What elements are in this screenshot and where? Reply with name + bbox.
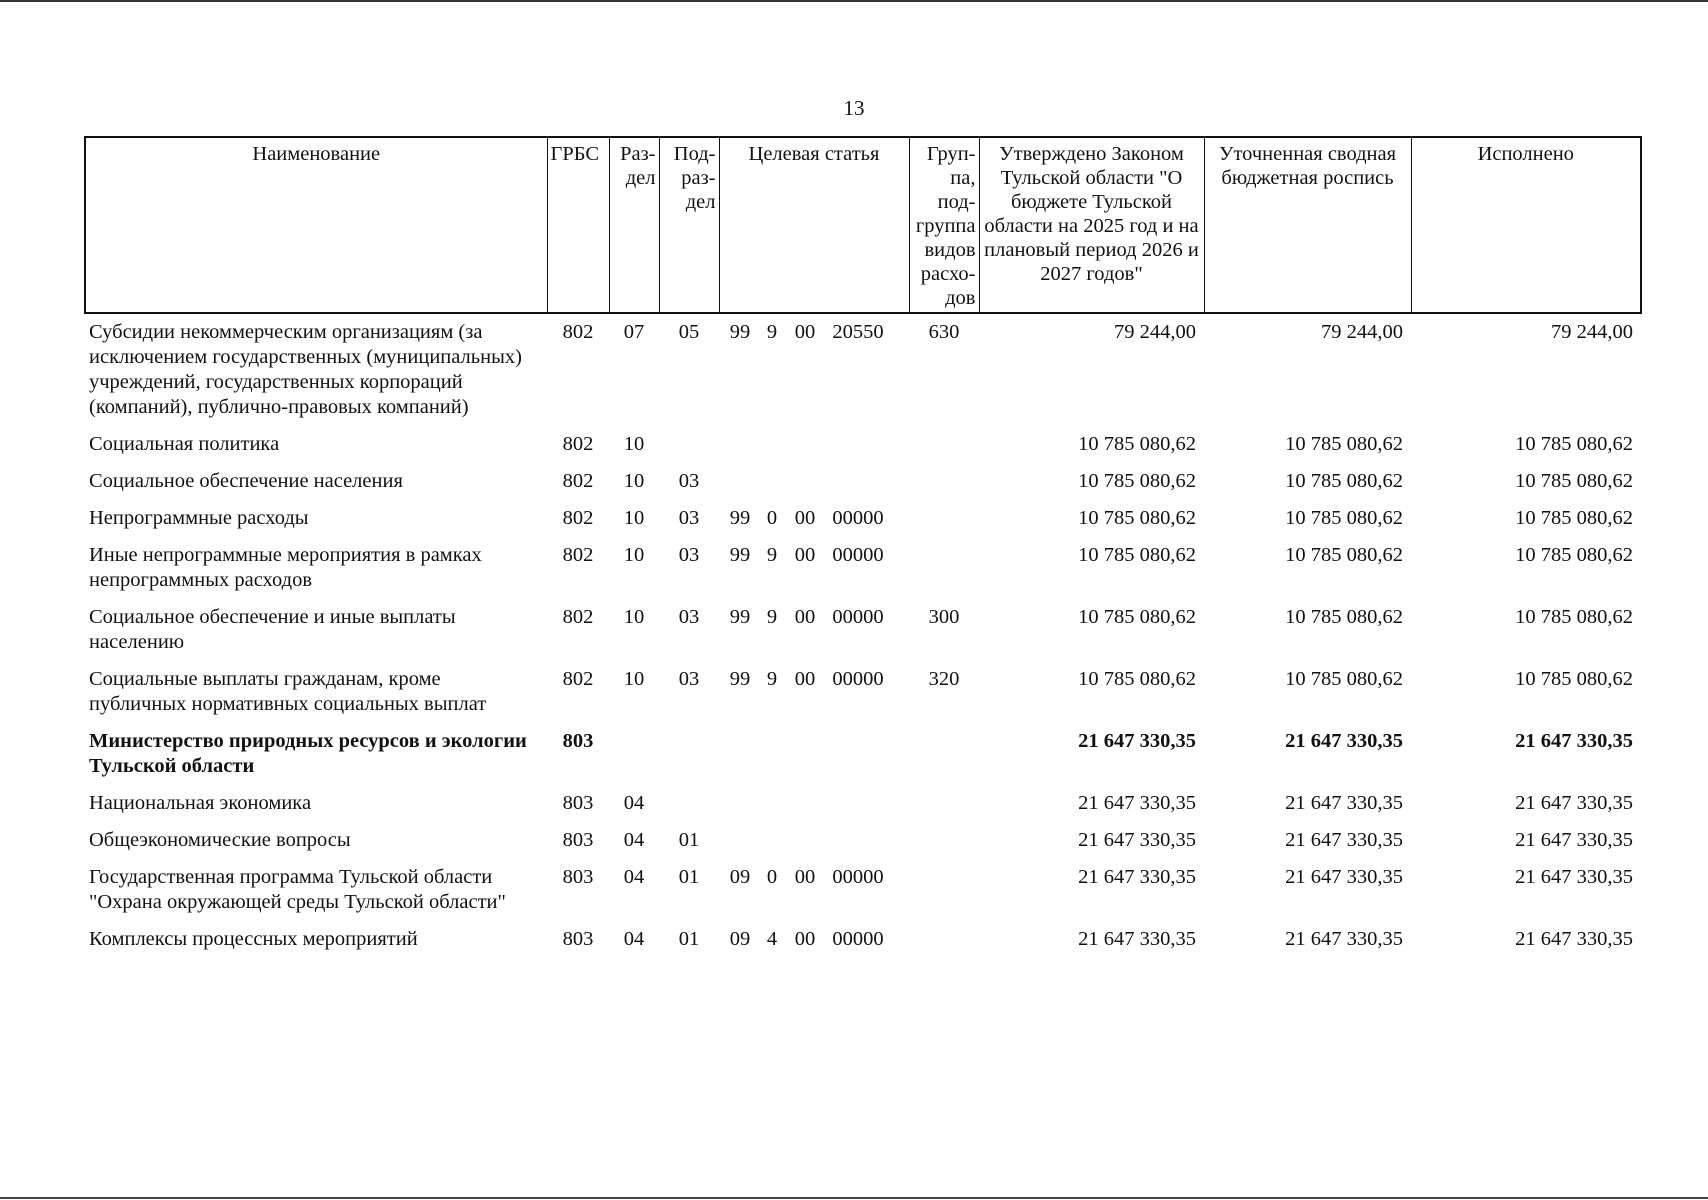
- row-grbs: 803: [562, 829, 594, 851]
- scan-bottom-edge: [0, 1197, 1708, 1199]
- target-article-direction: 00000: [832, 928, 884, 950]
- row-executed: 21 647 330,35: [1515, 792, 1633, 814]
- budget-execution-table: [84, 136, 1642, 958]
- row-approved: 21 647 330,35: [1078, 730, 1196, 752]
- row-target-article: [719, 463, 909, 500]
- row-target-article: [719, 859, 909, 921]
- row-name: Комплексы процессных мероприятий: [89, 928, 418, 950]
- target-article-direction: 00000: [832, 544, 884, 566]
- row-podrazdel: 03: [678, 507, 700, 529]
- row-executed: 21 647 330,35: [1515, 866, 1633, 888]
- row-expense-group: 300: [928, 606, 960, 628]
- row-razdel: [609, 723, 659, 785]
- row-podrazdel: 03: [678, 470, 700, 492]
- target-article-direction: 00000: [832, 507, 884, 529]
- row-expense-group: [909, 500, 979, 537]
- header-row: [85, 137, 1641, 313]
- row-razdel: 10: [623, 507, 645, 529]
- row-refined: 21 647 330,35: [1285, 928, 1403, 950]
- target-article-program: 09: [729, 928, 751, 950]
- row-razdel: 04: [623, 928, 645, 950]
- row-expense-group: [909, 426, 979, 463]
- header-grbs: ГРБС: [547, 137, 609, 313]
- target-article-program: 09: [729, 866, 751, 888]
- row-razdel: 10: [623, 668, 645, 690]
- row-razdel: 04: [623, 866, 645, 888]
- row-expense-group: [909, 822, 979, 859]
- row-grbs: 802: [562, 470, 594, 492]
- row-name: Министерство природных ресурсов и экологии Тульской области: [89, 730, 527, 777]
- table-row: [85, 500, 1641, 537]
- row-name: Иные непрограммные мероприятия в рамках непрограммных расходов: [89, 544, 482, 591]
- row-target-article: [719, 723, 909, 785]
- row-razdel: 07: [623, 321, 645, 343]
- row-executed: 21 647 330,35: [1515, 928, 1633, 950]
- row-expense-group: [909, 537, 979, 599]
- row-refined: 21 647 330,35: [1285, 730, 1403, 752]
- row-grbs: 803: [562, 730, 594, 752]
- row-executed: 10 785 080,62: [1515, 668, 1633, 690]
- row-name: Социальная политика: [89, 433, 280, 455]
- row-executed: 21 647 330,35: [1515, 829, 1633, 851]
- row-target-article: [719, 500, 909, 537]
- row-approved: 10 785 080,62: [1078, 668, 1196, 690]
- row-approved: 10 785 080,62: [1078, 433, 1196, 455]
- target-article-main-event: 00: [794, 866, 816, 888]
- target-article-program: 99: [729, 606, 751, 628]
- row-approved: 21 647 330,35: [1078, 792, 1196, 814]
- header-refined: Уточненная сводная бюджетная роспись: [1204, 137, 1411, 313]
- budget-table-container: [84, 136, 1640, 958]
- row-name: Социальное обеспечение и иные выплаты населению: [89, 606, 456, 653]
- row-approved: 10 785 080,62: [1078, 507, 1196, 529]
- row-razdel: 10: [623, 433, 645, 455]
- row-razdel: 10: [623, 606, 645, 628]
- row-approved: 21 647 330,35: [1078, 866, 1196, 888]
- row-name: Государственная программа Тульской области "Охрана окружающей среды Тульской области": [89, 866, 506, 913]
- table-body: [85, 313, 1641, 958]
- target-article-main-event: 00: [794, 544, 816, 566]
- row-approved: 21 647 330,35: [1078, 829, 1196, 851]
- row-refined: 10 785 080,62: [1285, 668, 1403, 690]
- table-header: [85, 137, 1641, 313]
- table-row: [85, 426, 1641, 463]
- row-target-article: [719, 537, 909, 599]
- row-podrazdel: 01: [678, 928, 700, 950]
- table-row: [85, 859, 1641, 921]
- row-refined: 79 244,00: [1321, 321, 1403, 343]
- row-target-article: [719, 785, 909, 822]
- table-row: [85, 313, 1641, 426]
- header-expense-group: Груп-па, под-группа видов расхо-дов: [909, 137, 979, 313]
- target-article-direction: 00000: [832, 866, 884, 888]
- row-approved: 79 244,00: [1114, 321, 1196, 343]
- row-executed: 10 785 080,62: [1515, 470, 1633, 492]
- row-refined: 10 785 080,62: [1285, 544, 1403, 566]
- row-podrazdel: [659, 785, 719, 822]
- target-article-subprogram: 9: [766, 544, 778, 566]
- row-grbs: 802: [562, 507, 594, 529]
- table-row: [85, 661, 1641, 723]
- row-grbs: 802: [562, 433, 594, 455]
- header-podrazdel: Под-раз-дел: [659, 137, 719, 313]
- row-refined: 10 785 080,62: [1285, 606, 1403, 628]
- header-name: Наименование: [85, 137, 547, 313]
- target-article-subprogram: 9: [766, 668, 778, 690]
- target-article-subprogram: 4: [766, 928, 778, 950]
- table-row: [85, 599, 1641, 661]
- row-grbs: 803: [562, 792, 594, 814]
- row-expense-group: [909, 921, 979, 958]
- row-executed: 10 785 080,62: [1515, 544, 1633, 566]
- row-expense-group: 630: [928, 321, 960, 343]
- row-podrazdel: 03: [678, 668, 700, 690]
- target-article-program: 99: [729, 507, 751, 529]
- target-article-main-event: 00: [794, 321, 816, 343]
- table-row: [85, 723, 1641, 785]
- row-name: Национальная экономика: [89, 792, 312, 814]
- row-razdel: 10: [623, 544, 645, 566]
- row-executed: 79 244,00: [1551, 321, 1633, 343]
- row-executed: 21 647 330,35: [1515, 730, 1633, 752]
- target-article-main-event: 00: [794, 668, 816, 690]
- table-row: [85, 537, 1641, 599]
- row-podrazdel: [659, 723, 719, 785]
- row-refined: 10 785 080,62: [1285, 470, 1403, 492]
- row-razdel: 04: [623, 829, 645, 851]
- row-razdel: 04: [623, 792, 645, 814]
- row-expense-group: [909, 463, 979, 500]
- row-approved: 21 647 330,35: [1078, 928, 1196, 950]
- row-podrazdel: 03: [678, 606, 700, 628]
- row-refined: 10 785 080,62: [1285, 433, 1403, 455]
- row-executed: 10 785 080,62: [1515, 507, 1633, 529]
- target-article-subprogram: 9: [766, 606, 778, 628]
- row-grbs: 803: [562, 866, 594, 888]
- header-razdel: Раз-дел: [609, 137, 659, 313]
- row-expense-group: [909, 859, 979, 921]
- row-name: Непрограммные расходы: [89, 507, 309, 529]
- scan-top-edge: [0, 0, 1708, 2]
- row-approved: 10 785 080,62: [1078, 606, 1196, 628]
- page-number: 13: [843, 96, 865, 120]
- row-approved: 10 785 080,62: [1078, 544, 1196, 566]
- target-article-program: 99: [729, 668, 751, 690]
- target-article-main-event: 00: [794, 507, 816, 529]
- row-grbs: 802: [562, 544, 594, 566]
- target-article-program: 99: [729, 544, 751, 566]
- row-name: Социальное обеспечение населения: [89, 470, 403, 492]
- target-article-direction: 20550: [832, 321, 884, 343]
- row-podrazdel: 03: [678, 544, 700, 566]
- row-target-article: [719, 599, 909, 661]
- table-row: [85, 785, 1641, 822]
- header-target-article: Целевая статья: [719, 137, 909, 313]
- row-name: Общеэкономические вопросы: [89, 829, 351, 851]
- target-article-direction: 00000: [832, 606, 884, 628]
- row-refined: 21 647 330,35: [1285, 792, 1403, 814]
- row-razdel: 10: [623, 470, 645, 492]
- row-grbs: 802: [562, 668, 594, 690]
- row-target-article: [719, 822, 909, 859]
- row-name: Социальные выплаты гражданам, кроме публичных нормативных социальных выплат: [89, 668, 487, 715]
- target-article-program: 99: [729, 321, 751, 343]
- row-grbs: 803: [562, 928, 594, 950]
- row-refined: 21 647 330,35: [1285, 829, 1403, 851]
- row-grbs: 802: [562, 321, 594, 343]
- header-approved: Утверждено Законом Тульской области "О бюджете Тульской области на 2025 год и на плановый период 2026 и 2027 годов": [979, 137, 1204, 313]
- row-refined: 10 785 080,62: [1285, 507, 1403, 529]
- row-target-article: [719, 426, 909, 463]
- row-executed: 10 785 080,62: [1515, 606, 1633, 628]
- target-article-subprogram: 0: [766, 866, 778, 888]
- table-row: [85, 822, 1641, 859]
- row-executed: 10 785 080,62: [1515, 433, 1633, 455]
- row-name: Субсидии некоммерческим организациям (за исключением государственных (муниципальных) учреждений, государственных корпораций (компаний), публично-правовых компаний): [89, 321, 522, 418]
- target-article-subprogram: 9: [766, 321, 778, 343]
- row-expense-group: 320: [928, 668, 960, 690]
- row-approved: 10 785 080,62: [1078, 470, 1196, 492]
- row-expense-group: [909, 785, 979, 822]
- row-target-article: [719, 921, 909, 958]
- row-podrazdel: 01: [678, 829, 700, 851]
- header-executed: Исполнено: [1411, 137, 1641, 313]
- row-target-article: [719, 661, 909, 723]
- row-target-article: [719, 313, 909, 426]
- row-podrazdel: 01: [678, 866, 700, 888]
- target-article-main-event: 00: [794, 928, 816, 950]
- table-row: [85, 921, 1641, 958]
- row-podrazdel: [659, 426, 719, 463]
- target-article-main-event: 00: [794, 606, 816, 628]
- target-article-subprogram: 0: [766, 507, 778, 529]
- row-expense-group: [909, 723, 979, 785]
- table-row: [85, 463, 1641, 500]
- row-grbs: 802: [562, 606, 594, 628]
- target-article-direction: 00000: [832, 668, 884, 690]
- row-refined: 21 647 330,35: [1285, 866, 1403, 888]
- row-podrazdel: 05: [678, 321, 700, 343]
